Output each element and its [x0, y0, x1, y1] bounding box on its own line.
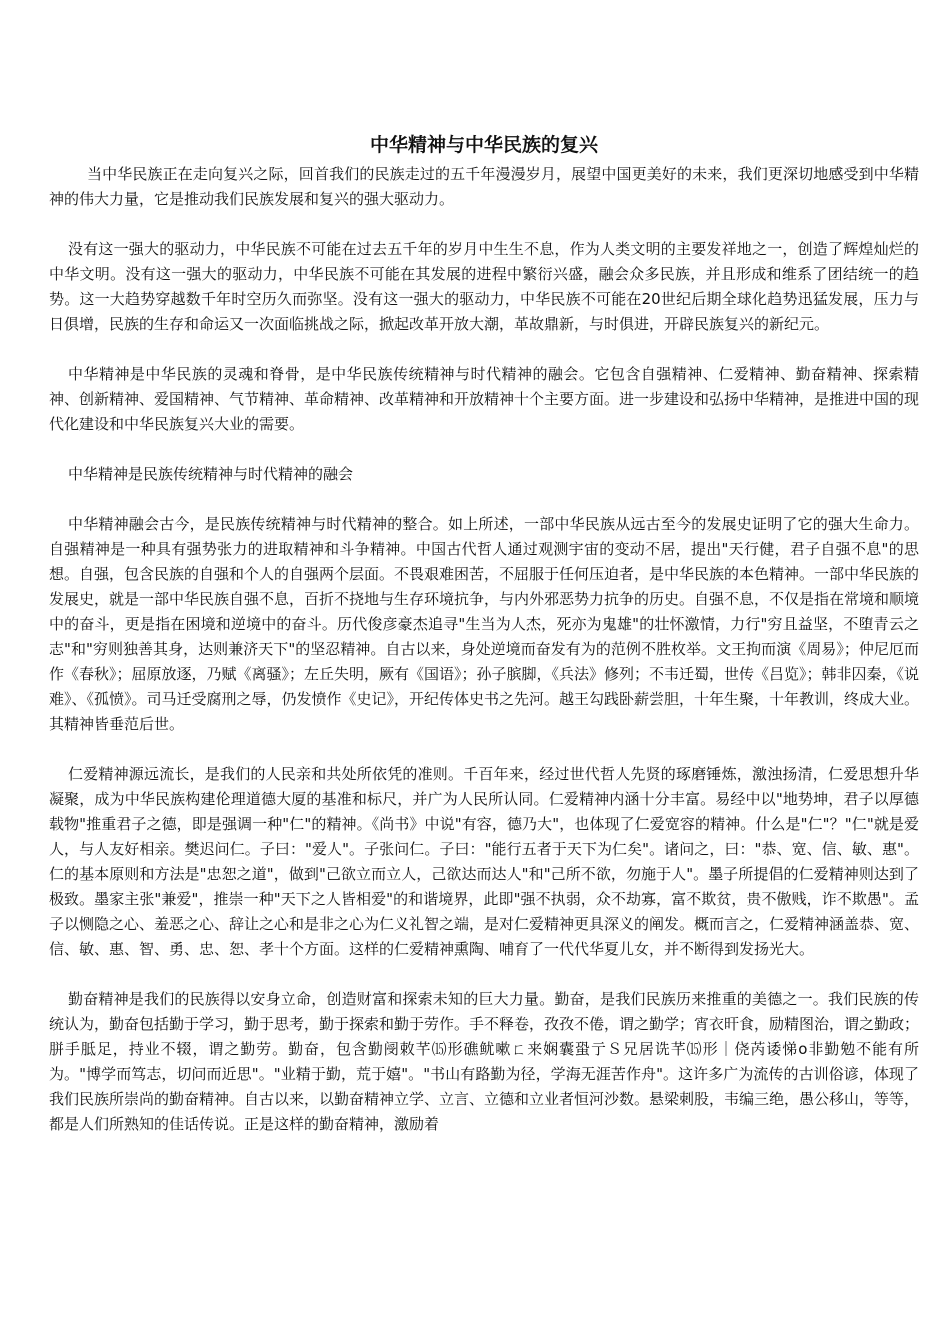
paragraph-driving-force: 没有这一强大的驱动力，中华民族不可能在过去五千年的岁月中生生不息，作为人类文明的主要发祥地之一，创造了辉煌灿烂的中华文明。没有这一强大的驱动力，中华民族不可能在其发展的进程中繁衍兴盛，融会众多民族，并且形成和维系了团结统一的趋势。这一大趋势穿越数千年时空历久而弥坚。没有这一强大的驱动力，中华民族不可能在20世纪后期全球化趋势迅猛发展，压力与日俱增，民族的生存和命运又一次面临挑战之际，掀起改革开放大潮，革故鼎新，与时俱进，开辟民族复兴的新纪元。 — [49, 240, 919, 333]
document-page — [49, 132, 919, 1137]
paragraph-definition: 中华精神是中华民族的灵魂和脊骨，是中华民族传统精神与时代精神的融会。它包含自强精神、仁爱精神、勤奋精神、探索精神、创新精神、爱国精神、气节精神、革命精神、改革精神和开放精神十个主要方面。进一步建设和弘扬中华精神，是推进中国的现代化建设和中华民族复兴大业的需要。 — [49, 365, 920, 433]
section-heading: 中华精神是民族传统精神与时代精神的融会 — [68, 465, 354, 483]
paragraph-benevolence: 仁爱精神源远流长，是我们的人民亲和共处所依凭的准则。千百年来，经过世代哲人先贤的琢磨锤炼，激浊扬清，仁爱思想升华凝聚，成为中华民族构建伦理道德大厦的基准和标尺，并广为人民所认同。仁爱精神内涵十分丰富。易经中以"地势坤，君子以厚德载物"推重君子之德，即是强调一种"仁"的精神。《尚书》中说"有容，德乃大"，也体现了仁爱宽容的精神。什么是"仁"？"仁"就是爱人，与人友好相亲。樊迟问仁。子曰："爱人"。子张问仁。子曰："能行五者于天下为仁矣"。诸问之，曰："恭、宽、信、敏、惠"。仁的基本原则和方法是"忠恕之道"，做到"己欲立而立人，己欲达而达人"和"己所不欲，勿施于人"。墨子所提倡的仁爱精神则达到了极致。墨家主张"兼爱"，推崇一种"天下之人皆相爱"的和谐境界，此即"强不执弱，众不劫寡，富不欺贫，贵不傲贱，诈不欺愚"。孟子以恻隐之心、羞恶之心、辞让之心和是非之心为仁义礼智之端，是对仁爱精神更具深义的阐发。概而言之，仁爱精神涵盖恭、宽、信、敏、惠、智、勇、忠、恕、孝十个方面。这样的仁爱精神熏陶、哺育了一代代华夏儿女，并不断得到发扬光大。 — [49, 765, 920, 958]
paragraph-self-strengthening: 中华精神融会古今，是民族传统精神与时代精神的整合。如上所述，一部中华民族从远古至今的发展史证明了它的强大生命力。自强精神是一种具有强势张力的进取精神和斗争精神。中国古代哲人通过观测宇宙的变动不居，提出"天行健，君子自强不息"的思想。自强，包含民族的自强和个人的自强两个层面。不畏艰难困苦，不屈服于任何压迫者，是中华民族的本色精神。一部中华民族的发展史，就是一部中华民族自强不息，百折不挠地与生存环境抗争，与内外邪恶势力抗争的历史。自强不息，不仅是指在常境和顺境中的奋斗，更是指在困境和逆境中的奋斗。历代俊彦豪杰追寻"生当为人杰，死亦为鬼雄"的壮怀激情，力行"穷且益坚，不堕青云之志"和"穷则独善其身，达则兼济天下"的坚忍精神。自古以来，身处逆境而奋发有为的范例不胜枚举。文王拘而演《周易》；仲尼厄而作《春秋》；屈原放逐，乃赋《离骚》；左丘失明，厥有《国语》；孙子膑脚，《兵法》修列；不韦迁蜀，世传《吕览》；韩非囚秦，《说难》、《孤愤》。司马迁受腐刑之辱，仍发愤作《史记》，开纪传体史书之先河。越王勾践卧薪尝胆，十年生聚，十年教训，终成大业。其精神皆垂范后世。 — [49, 515, 920, 733]
document-title: 中华精神与中华民族的复兴 — [369, 134, 598, 156]
paragraph-diligence: 勤奋精神是我们的民族得以安身立命，创造财富和探索未知的巨大力量。勤奋，是我们民族历来推重的美德之一。我们民族的传统认为，勤奋包括勤于学习，勤于思考，勤于探索和勤于劳作。手不释卷，孜孜不倦，谓之勤学；宵衣旰食，励精图治，谓之勤政；胼手胝足，持业不辍，谓之勤劳。勤奋，包含勤阌敕芊⒂形礁鱿嗽ㄈ来娴囊蛩亍Ｓ兄居诜芊⒂形｜侥芮诿悌ο非勤勉不能有所为。"博学而笃志，切问而近思"。"业精于勤，荒于嬉"。"书山有路勤为径，学海无涯苦作舟"。这许多广为流传的古训俗谚，体现了我们民族所崇尚的勤奋精神。自古以来，以勤奋精神立学、立言、立德和立业者恒河沙数。悬梁刺股，韦编三绝，愚公移山，等等，都是人们所熟知的佳话传说。正是这样的勤奋精神，激励着 — [49, 990, 920, 1133]
paragraph-intro: 当中华民族正在走向复兴之际，回首我们的民族走过的五千年漫漫岁月，展望中国更美好的未来，我们更深切地感受到中华精神的伟大力量，它是推动我们民族发展和复兴的强大驱动力。 — [49, 165, 919, 208]
